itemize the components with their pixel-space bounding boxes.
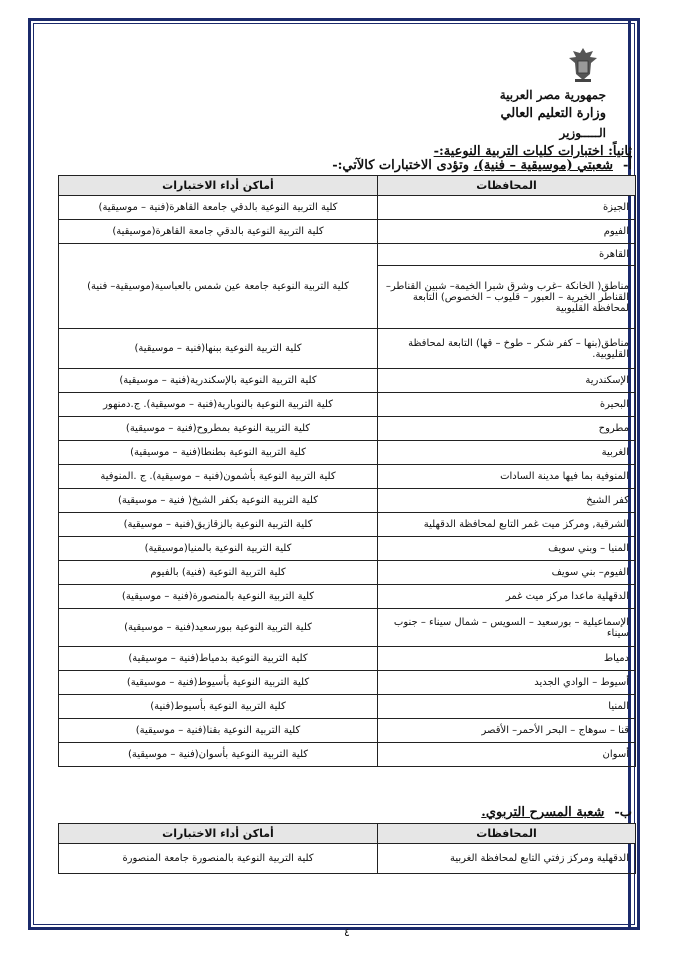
column-header-governorates: المحافظات: [378, 176, 636, 196]
table-row: [59, 561, 636, 585]
governorate-cell: الغربية: [378, 441, 636, 465]
venue-cell: كلية التربية النوعية بطنطا(فنية – موسيقية): [59, 441, 378, 465]
governorate-cell: الشرقية, ومركز ميت غمر التابع لمحافظة الدقهلية: [378, 513, 636, 537]
table-row: [59, 695, 636, 719]
heading-second: ثانياً: اختبارات كليات التربية النوعية:-: [433, 144, 632, 159]
header-country: جمهورية مصر العربية: [499, 88, 606, 102]
venue-cell: كلية التربية النوعية بأشمون(فنية – موسيقية). ج .المنوفية: [59, 465, 378, 489]
governorate-cell: أسيوط – الوادي الجديد: [378, 671, 636, 695]
venue-cell: كلية التربية النوعية بدمياط(فنية – موسيقية): [59, 647, 378, 671]
page-number: ٤: [344, 926, 350, 939]
governorate-cell: البحيرة: [378, 393, 636, 417]
venue-cell: كلية التربية النوعية بالدقي جامعة القاهرة(فنية – موسيقية): [59, 196, 378, 220]
governorate-cell: المنوفية بما فيها مدينة السادات: [378, 465, 636, 489]
table-row: [59, 417, 636, 441]
table-row: [59, 220, 636, 244]
header-minister: الـــــوزير: [559, 126, 606, 140]
section-a-table: [58, 175, 636, 767]
venue-cell: كلية التربية النوعية بالمنصورة جامعة المنصورة: [59, 844, 378, 874]
table-row: [59, 844, 636, 874]
venue-cell: كلية التربية النوعية بالدقي جامعة القاهرة(موسيقية): [59, 220, 378, 244]
governorate-cell: أسوان: [378, 743, 636, 767]
section-b-marker: ب-: [614, 805, 632, 820]
venue-cell: كلية التربية النوعية بالإسكندرية(فنية – موسيقية): [59, 369, 378, 393]
table-row: [59, 609, 636, 647]
table-row: [59, 329, 636, 369]
table-header-row: [59, 824, 636, 844]
governorate-cell: الإسماعيلية – بورسعيد – السويس – شمال سيناء – جنوب سيناء: [378, 609, 636, 647]
venue-cell: كلية التربية النوعية بأسيوط(فنية): [59, 695, 378, 719]
table-row: [59, 465, 636, 489]
governorate-cell: الدقهلية ومركز زفتي التابع لمحافظة الغربية: [378, 844, 636, 874]
governorate-cell: الإسكندرية: [378, 369, 636, 393]
governorate-cell: مطروح: [378, 417, 636, 441]
venue-cell: كلية التربية النوعية بأسوان(فنية – موسيقية): [59, 743, 378, 767]
table-row: [59, 647, 636, 671]
venue-cell: كلية التربية النوعية بمطروح(فنية – موسيقية): [59, 417, 378, 441]
section-b-heading: [481, 805, 632, 820]
section-a-heading: [332, 158, 632, 173]
table-row: [59, 743, 636, 767]
venue-cell: كلية التربية النوعية جامعة عين شمس بالعباسية(موسيقية– فنية): [59, 244, 378, 329]
table-row: [59, 489, 636, 513]
venue-cell: كلية التربية النوعية بكفر الشيخ( فنية – موسيقية): [59, 489, 378, 513]
venue-cell: كلية التربية النوعية ببنها(فنية – موسيقية): [59, 329, 378, 369]
venue-cell: كلية التربية النوعية بالمنيا(موسيقية): [59, 537, 378, 561]
table-row: [59, 585, 636, 609]
governorate-cell: المنيا: [378, 695, 636, 719]
venue-cell: كلية التربية النوعية بالزقازيق(فنية – موسيقية): [59, 513, 378, 537]
governorate-cell: المنيا – وبني سويف: [378, 537, 636, 561]
venue-cell: كلية التربية النوعية بالنوبارية(فنية – موسيقية). ج.دمنهور: [59, 393, 378, 417]
table-row: [59, 671, 636, 695]
table-row: [59, 196, 636, 220]
table-row: [59, 441, 636, 465]
venue-cell: كلية التربية النوعية بأسيوط(فنية – موسيقية): [59, 671, 378, 695]
governorate-cell: مناطق( الخانكة –غرب وشرق شبرا الخيمة– شبين القناطر– القناطر الخيرية – العبور – قليوب – الخصوص) التابعة لمحافظة القليوبية: [378, 266, 636, 329]
table-row: [59, 244, 636, 266]
table-row: [59, 537, 636, 561]
column-header-venues: أماكن أداء الاختبارات: [59, 824, 378, 844]
table-header-row: [59, 176, 636, 196]
governorate-cell: دمياط: [378, 647, 636, 671]
governorate-cell: الفيوم: [378, 220, 636, 244]
governorate-cell: الفيوم– بني سويف: [378, 561, 636, 585]
venue-cell: كلية التربية النوعية ببورسعيد(فنية – موسيقية): [59, 609, 378, 647]
section-b-table: [58, 823, 636, 874]
table-row: [59, 719, 636, 743]
table-row: [59, 393, 636, 417]
governorate-cell: الجيزة: [378, 196, 636, 220]
governorate-cell: قنا – سوهاج – البحر الأحمر– الأقصر: [378, 719, 636, 743]
governorate-cell: الدقهلية ماعدا مركز ميت غمر: [378, 585, 636, 609]
column-header-governorates: المحافظات: [378, 824, 636, 844]
table-row: [59, 369, 636, 393]
section-a-title-rest: وتؤدى الاختبارات كالآتي:-: [332, 158, 474, 173]
governorate-cell: مناطق(بنها – كفر شكر – طوخ – قها) التابعة لمحافظة القليوبية.: [378, 329, 636, 369]
governorate-cell: كفر الشيخ: [378, 489, 636, 513]
section-a-marker: أ-: [622, 158, 632, 173]
governorate-cell: القاهرة: [378, 244, 636, 266]
venue-cell: كلية التربية النوعية بالمنصورة(فنية – موسيقية): [59, 585, 378, 609]
table-row: [59, 513, 636, 537]
column-header-venues: أماكن أداء الاختبارات: [59, 176, 378, 196]
venue-cell: كلية التربية النوعية (فنية) بالفيوم: [59, 561, 378, 585]
section-b-title: شعبة المسرح التربوي.: [481, 805, 605, 820]
eagle-emblem-icon: [566, 44, 600, 84]
header-ministry: وزارة التعليم العالي: [500, 106, 606, 121]
section-a-title: شعبتي (موسيقية – فنية)،: [473, 158, 613, 173]
venue-cell: كلية التربية النوعية بقنا(فنية – موسيقية): [59, 719, 378, 743]
